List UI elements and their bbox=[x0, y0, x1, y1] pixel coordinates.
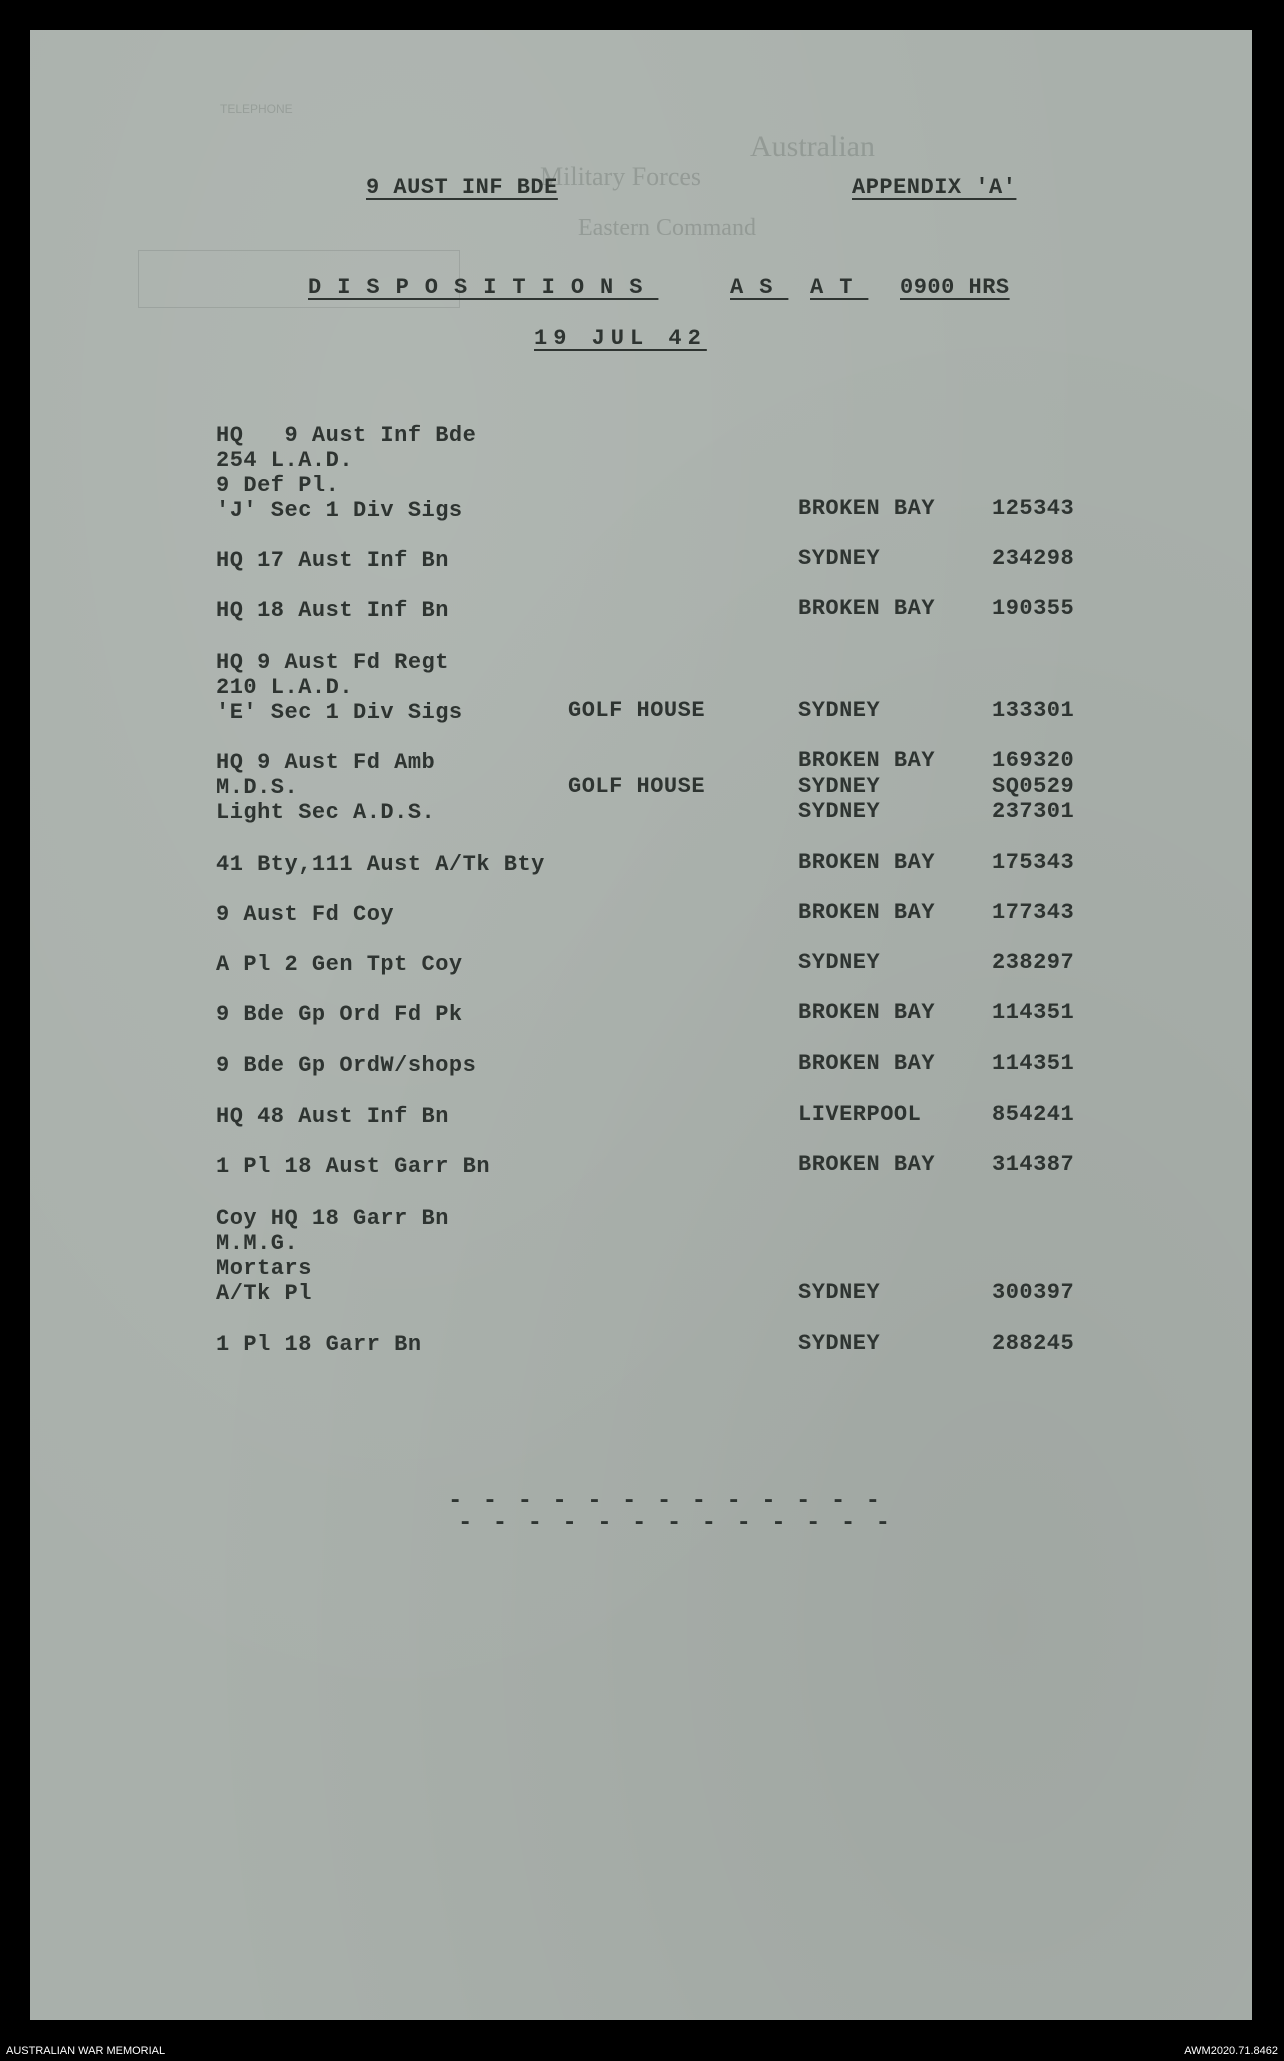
unit-name: A Pl 2 Gen Tpt Coy bbox=[216, 952, 463, 977]
map-ref: 175343 bbox=[992, 850, 1075, 875]
map-ref: 288245 bbox=[992, 1331, 1075, 1356]
unit-name: HQ 17 Aust Inf Bn bbox=[216, 548, 449, 573]
unit-name: HQ 48 Aust Inf Bn bbox=[216, 1104, 449, 1129]
unit-name: Coy HQ 18 Garr Bn bbox=[216, 1206, 449, 1231]
map-ref: 114351 bbox=[992, 1000, 1075, 1025]
map-ref: 238297 bbox=[992, 950, 1075, 975]
place: GOLF HOUSE bbox=[568, 774, 706, 799]
area: LIVERPOOL bbox=[798, 1102, 922, 1127]
title-dispositions: DISPOSITIONS bbox=[308, 275, 659, 300]
area: SYDNEY bbox=[798, 1331, 881, 1356]
map-ref: SQ0529 bbox=[992, 774, 1075, 799]
area: BROKEN BAY bbox=[798, 1152, 936, 1177]
header-appendix: APPENDIX 'A' bbox=[852, 175, 1017, 200]
footer-accession: AWM2020.71.8462 bbox=[1184, 2045, 1278, 2057]
area: BROKEN BAY bbox=[798, 748, 936, 773]
map-ref: 237301 bbox=[992, 799, 1075, 824]
divider-line-2: - - - - - - - - - - - - - bbox=[458, 1510, 894, 1537]
map-ref: 133301 bbox=[992, 698, 1075, 723]
title-date: 19 JUL 42 bbox=[534, 326, 707, 351]
title-time: 0900 HRS bbox=[900, 275, 1010, 300]
area: BROKEN BAY bbox=[798, 1051, 936, 1076]
footer-source: AUSTRALIAN WAR MEMORIAL bbox=[6, 2045, 166, 2057]
unit-name: M.D.S. bbox=[216, 775, 299, 800]
title-as: AS bbox=[730, 275, 789, 300]
area: SYDNEY bbox=[798, 1280, 881, 1305]
map-ref: 234298 bbox=[992, 546, 1075, 571]
place: GOLF HOUSE bbox=[568, 698, 706, 723]
letterhead-line3: Eastern Command bbox=[578, 215, 756, 241]
area: SYDNEY bbox=[798, 698, 881, 723]
unit-name: Light Sec A.D.S. bbox=[216, 800, 436, 825]
document-page bbox=[30, 30, 1252, 2020]
unit-name: 'E' Sec 1 Div Sigs bbox=[216, 700, 463, 725]
area: SYDNEY bbox=[798, 546, 881, 571]
unit-name: 9 Aust Fd Coy bbox=[216, 902, 395, 927]
unit-name: HQ 9 Aust Fd Regt bbox=[216, 650, 449, 675]
unit-name: 1 Pl 18 Garr Bn bbox=[216, 1332, 422, 1357]
unit-name: 9 Bde Gp Ord Fd Pk bbox=[216, 1002, 463, 1027]
map-ref: 190355 bbox=[992, 596, 1075, 621]
letterhead-line1: Australian bbox=[750, 130, 875, 163]
map-ref: 177343 bbox=[992, 900, 1075, 925]
map-ref: 854241 bbox=[992, 1102, 1075, 1127]
unit-name: 254 L.A.D. bbox=[216, 448, 354, 473]
map-ref: 314387 bbox=[992, 1152, 1075, 1177]
unit-name: HQ 9 Aust Fd Amb bbox=[216, 750, 436, 775]
area: SYDNEY bbox=[798, 774, 881, 799]
unit-name: HQ 9 Aust Inf Bde bbox=[216, 423, 477, 448]
letterhead-line2: Military Forces bbox=[540, 162, 702, 191]
unit-name: 210 L.A.D. bbox=[216, 675, 354, 700]
map-ref: 125343 bbox=[992, 496, 1075, 521]
area: BROKEN BAY bbox=[798, 1000, 936, 1025]
unit-name: 41 Bty,111 Aust A/Tk Bty bbox=[216, 852, 545, 877]
divider-line-1: - - - - - - - - - - - - - bbox=[448, 1488, 884, 1515]
letterhead-telephone: TELEPHONE bbox=[220, 102, 293, 116]
unit-name: 'J' Sec 1 Div Sigs bbox=[216, 498, 463, 523]
title-at: AT bbox=[810, 275, 869, 300]
unit-name: A/Tk Pl bbox=[216, 1281, 312, 1306]
map-ref: 169320 bbox=[992, 748, 1075, 773]
header-unit: 9 AUST INF BDE bbox=[366, 175, 558, 200]
area: SYDNEY bbox=[798, 799, 881, 824]
area: BROKEN BAY bbox=[798, 496, 936, 521]
unit-name: Mortars bbox=[216, 1256, 312, 1281]
area: BROKEN BAY bbox=[798, 900, 936, 925]
area: BROKEN BAY bbox=[798, 850, 936, 875]
unit-name: 1 Pl 18 Aust Garr Bn bbox=[216, 1154, 491, 1179]
unit-name: HQ 18 Aust Inf Bn bbox=[216, 598, 449, 623]
unit-name: M.M.G. bbox=[216, 1231, 299, 1256]
unit-name: 9 Bde Gp OrdW/shops bbox=[216, 1053, 477, 1078]
map-ref: 114351 bbox=[992, 1051, 1075, 1076]
area: BROKEN BAY bbox=[798, 596, 936, 621]
unit-name: 9 Def Pl. bbox=[216, 473, 340, 498]
map-ref: 300397 bbox=[992, 1280, 1075, 1305]
area: SYDNEY bbox=[798, 950, 881, 975]
